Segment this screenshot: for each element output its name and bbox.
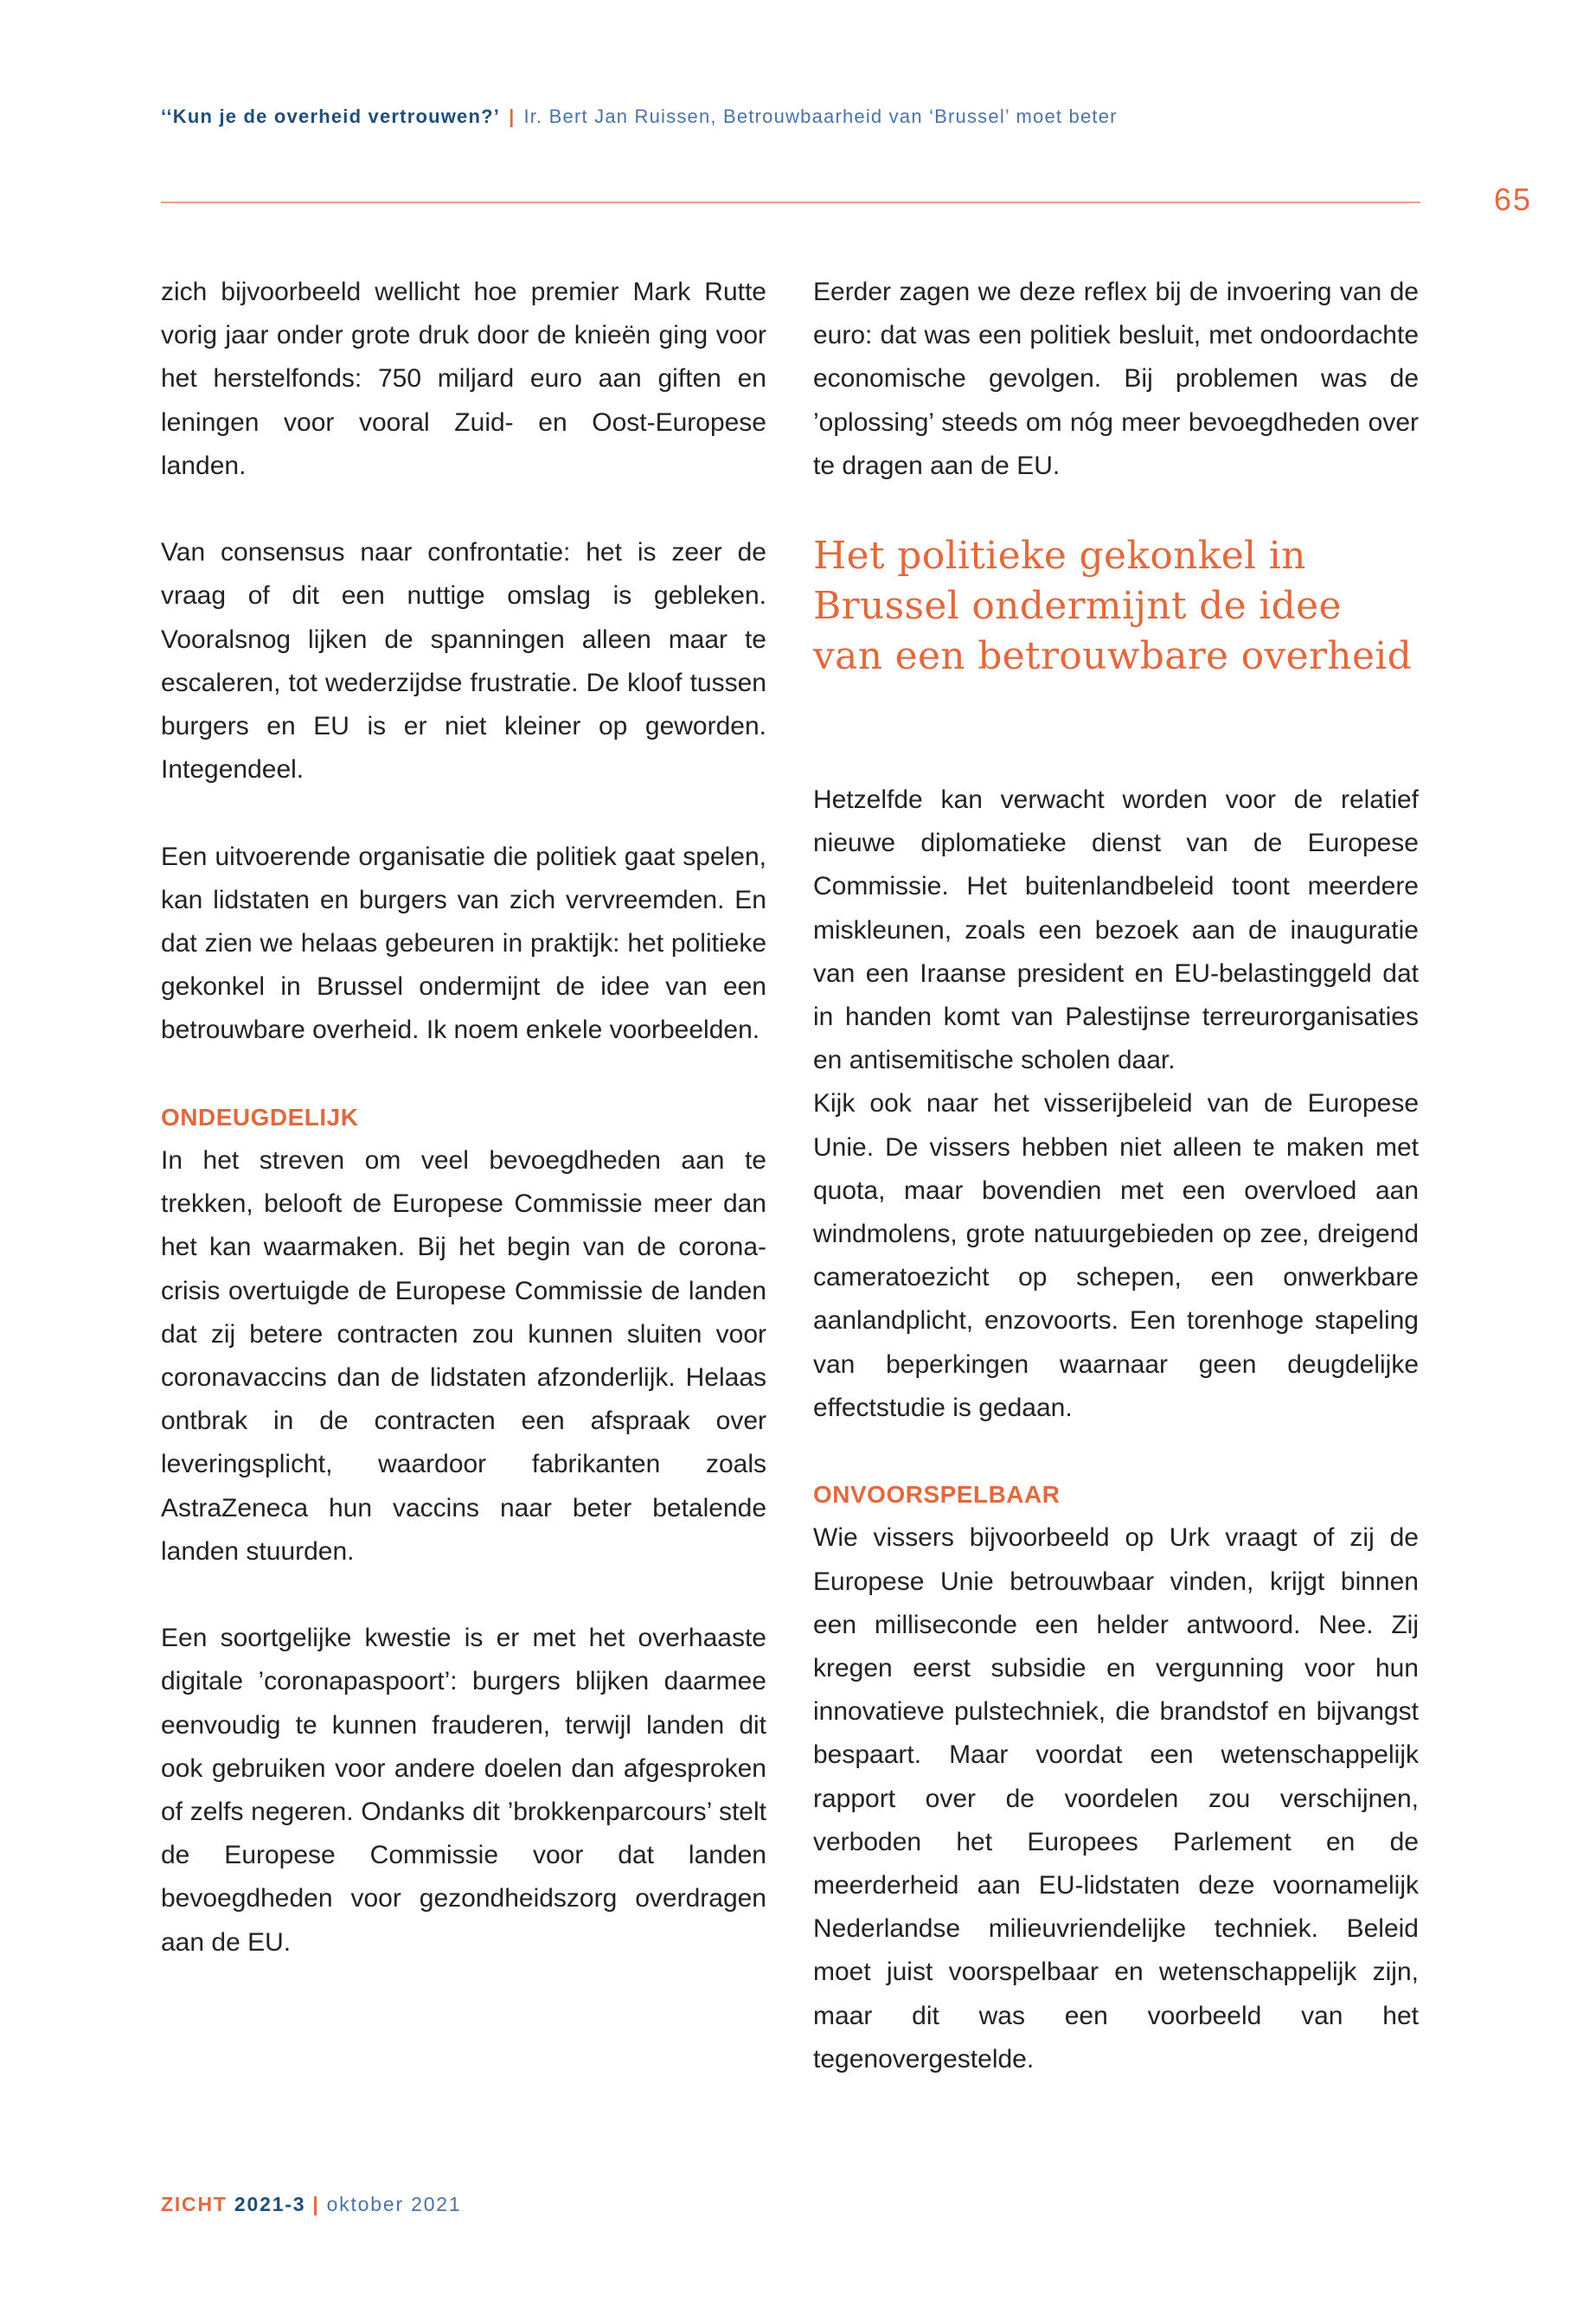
left-paragraph-3: Een uitvoerende organisatie die politiek gaat spelen, kan lidstaten en burgers van zich vervreemden. En dat zien we helaas gebeuren in praktijk: het politieke gekonkel in Brussel ondermijnt de idee van een betrouwbare overheid. Ik noem enkele voorbeelden.	[161, 842, 766, 1045]
header-kicker: ‘‘Kun je de overheid vertrouwen?’	[161, 106, 501, 127]
running-header	[161, 106, 1118, 128]
right-paragraph-1: Eerder zagen we deze reflex bij de invoering van de euro: dat was een politiek besluit, met ondoordachte economische gevolgen. Bij problemen was de ’oplossing’ steeds om nóg meer bevoegdheden over te dragen aan de EU.	[813, 278, 1419, 480]
header-byline: Ir. Bert Jan Ruissen, Betrouwbaarheid van ‘Brussel’ moet beter	[523, 106, 1118, 127]
section-heading-ondeugdelijk: ONDEUGDELIJK	[161, 1103, 359, 1131]
right-paragraph-3: Kijk ook naar het visserijbeleid van de Europese Unie. De vissers hebben niet alleen te maken met quota, maar bovendien met een overvloed aan windmolens, grote natuurgebieden op zee, dreigend cameratoezicht op schepen, een onwerkbare aanlandplicht, enzovoorts. Een torenhoge stapeling van beperkingen waarnaar geen deugdelijke effectstudie is gedaan.	[813, 1089, 1419, 1422]
left-paragraph-2: Van consensus naar confrontatie: het is zeer de vraag of dit een nuttige omslag is gebleken. Vooralsnog lijken de spanningen alleen maar te escaleren, tot wederzijdse frustratie. De kloof tussen burgers en EU is er niet kleiner op geworden. Integendeel.	[161, 538, 766, 785]
header-rule	[161, 202, 1420, 203]
footer-separator: |	[312, 2193, 320, 2215]
right-paragraph-4: Wie vissers bijvoorbeeld op Urk vraagt of zij de Europese Unie betrouwbaar vinden, krijgt binnen een milliseconde een helder antwoord. Nee. Zij kregen eerst subsidie en vergunning voor hun innovatieve pulstechniek, die brandstof en bijvangst bespaart. Maar voordat een wetenschappelijk rapport over de voordelen zou verschijnen, verboden het Europees Parlement en de meerderheid aan EU-lidstaten deze voornamelijk Nederlandse milieuvriendelijke techniek. Beleid moet juist voorspelbaar en wetenschappelijk zijn, maar dit was een voorbeeld van het tegenovergestelde.	[813, 1523, 1419, 2073]
footer-magazine: ZICHT	[161, 2193, 228, 2215]
footer-date: oktober 2021	[326, 2193, 462, 2215]
section-heading-onvoorspelbaar: ONVOORSPELBAAR	[813, 1481, 1061, 1509]
running-footer	[161, 2193, 461, 2216]
footer-issue: 2021-3	[234, 2193, 306, 2215]
right-column	[813, 271, 1419, 2125]
pull-quote: Het politieke gekonkel in Brussel ondermijnt de idee van een betrouwbare overheid	[813, 534, 1413, 679]
left-column	[161, 271, 766, 2008]
left-paragraph-5: Een soortgelijke kwestie is er met het overhaaste digitale ’coronapaspoort’: burgers blijken daarmee eenvoudig te kunnen frauderen, terwijl landen dit ook gebruiken voor andere doelen dan afgesproken of zelfs negeren. Ondanks dit ’brokkenparcours’ stelt de Europese Commissie voor dat landen bevoegdheden voor gezondheidszorg overdragen aan de EU.	[161, 1624, 766, 1957]
right-paragraph-2: Hetzelfde kan verwacht worden voor de relatief nieuwe diplomatieke dienst van de Europese Commissie. Het buitenlandbeleid toont meerdere miskleunen, zoals een bezoek aan de inauguratie van een Iraanse president en EU-belastinggeld dat in handen komt van Palestijnse terreurorganisaties en antisemitische scholen daar.	[813, 785, 1419, 1075]
header-separator: |	[509, 106, 516, 127]
left-paragraph-4: In het streven om veel bevoegdheden aan te trekken, belooft de Europese Commissie meer dan het kan waarmaken. Bij het begin van de corona-crisis overtuigde de Europese Commissie de landen dat zij betere contracten zou kunnen sluiten voor coronavaccins dan de lidstaten afzonderlijk. Helaas ontbrak in de contracten een afspraak over leveringsplicht, waardoor fabrikanten zoals AstraZeneca hun vaccins naar beter betalende landen stuurden.	[161, 1146, 766, 1566]
page-number: 65	[1493, 182, 1532, 217]
left-paragraph-1: zich bijvoorbeeld wellicht hoe premier Mark Rutte vorig jaar onder grote druk door de knieën ging voor het herstelfonds: 750 miljard euro aan giften en leningen voor vooral Zuid- en Oost-Europese landen.	[161, 278, 766, 480]
